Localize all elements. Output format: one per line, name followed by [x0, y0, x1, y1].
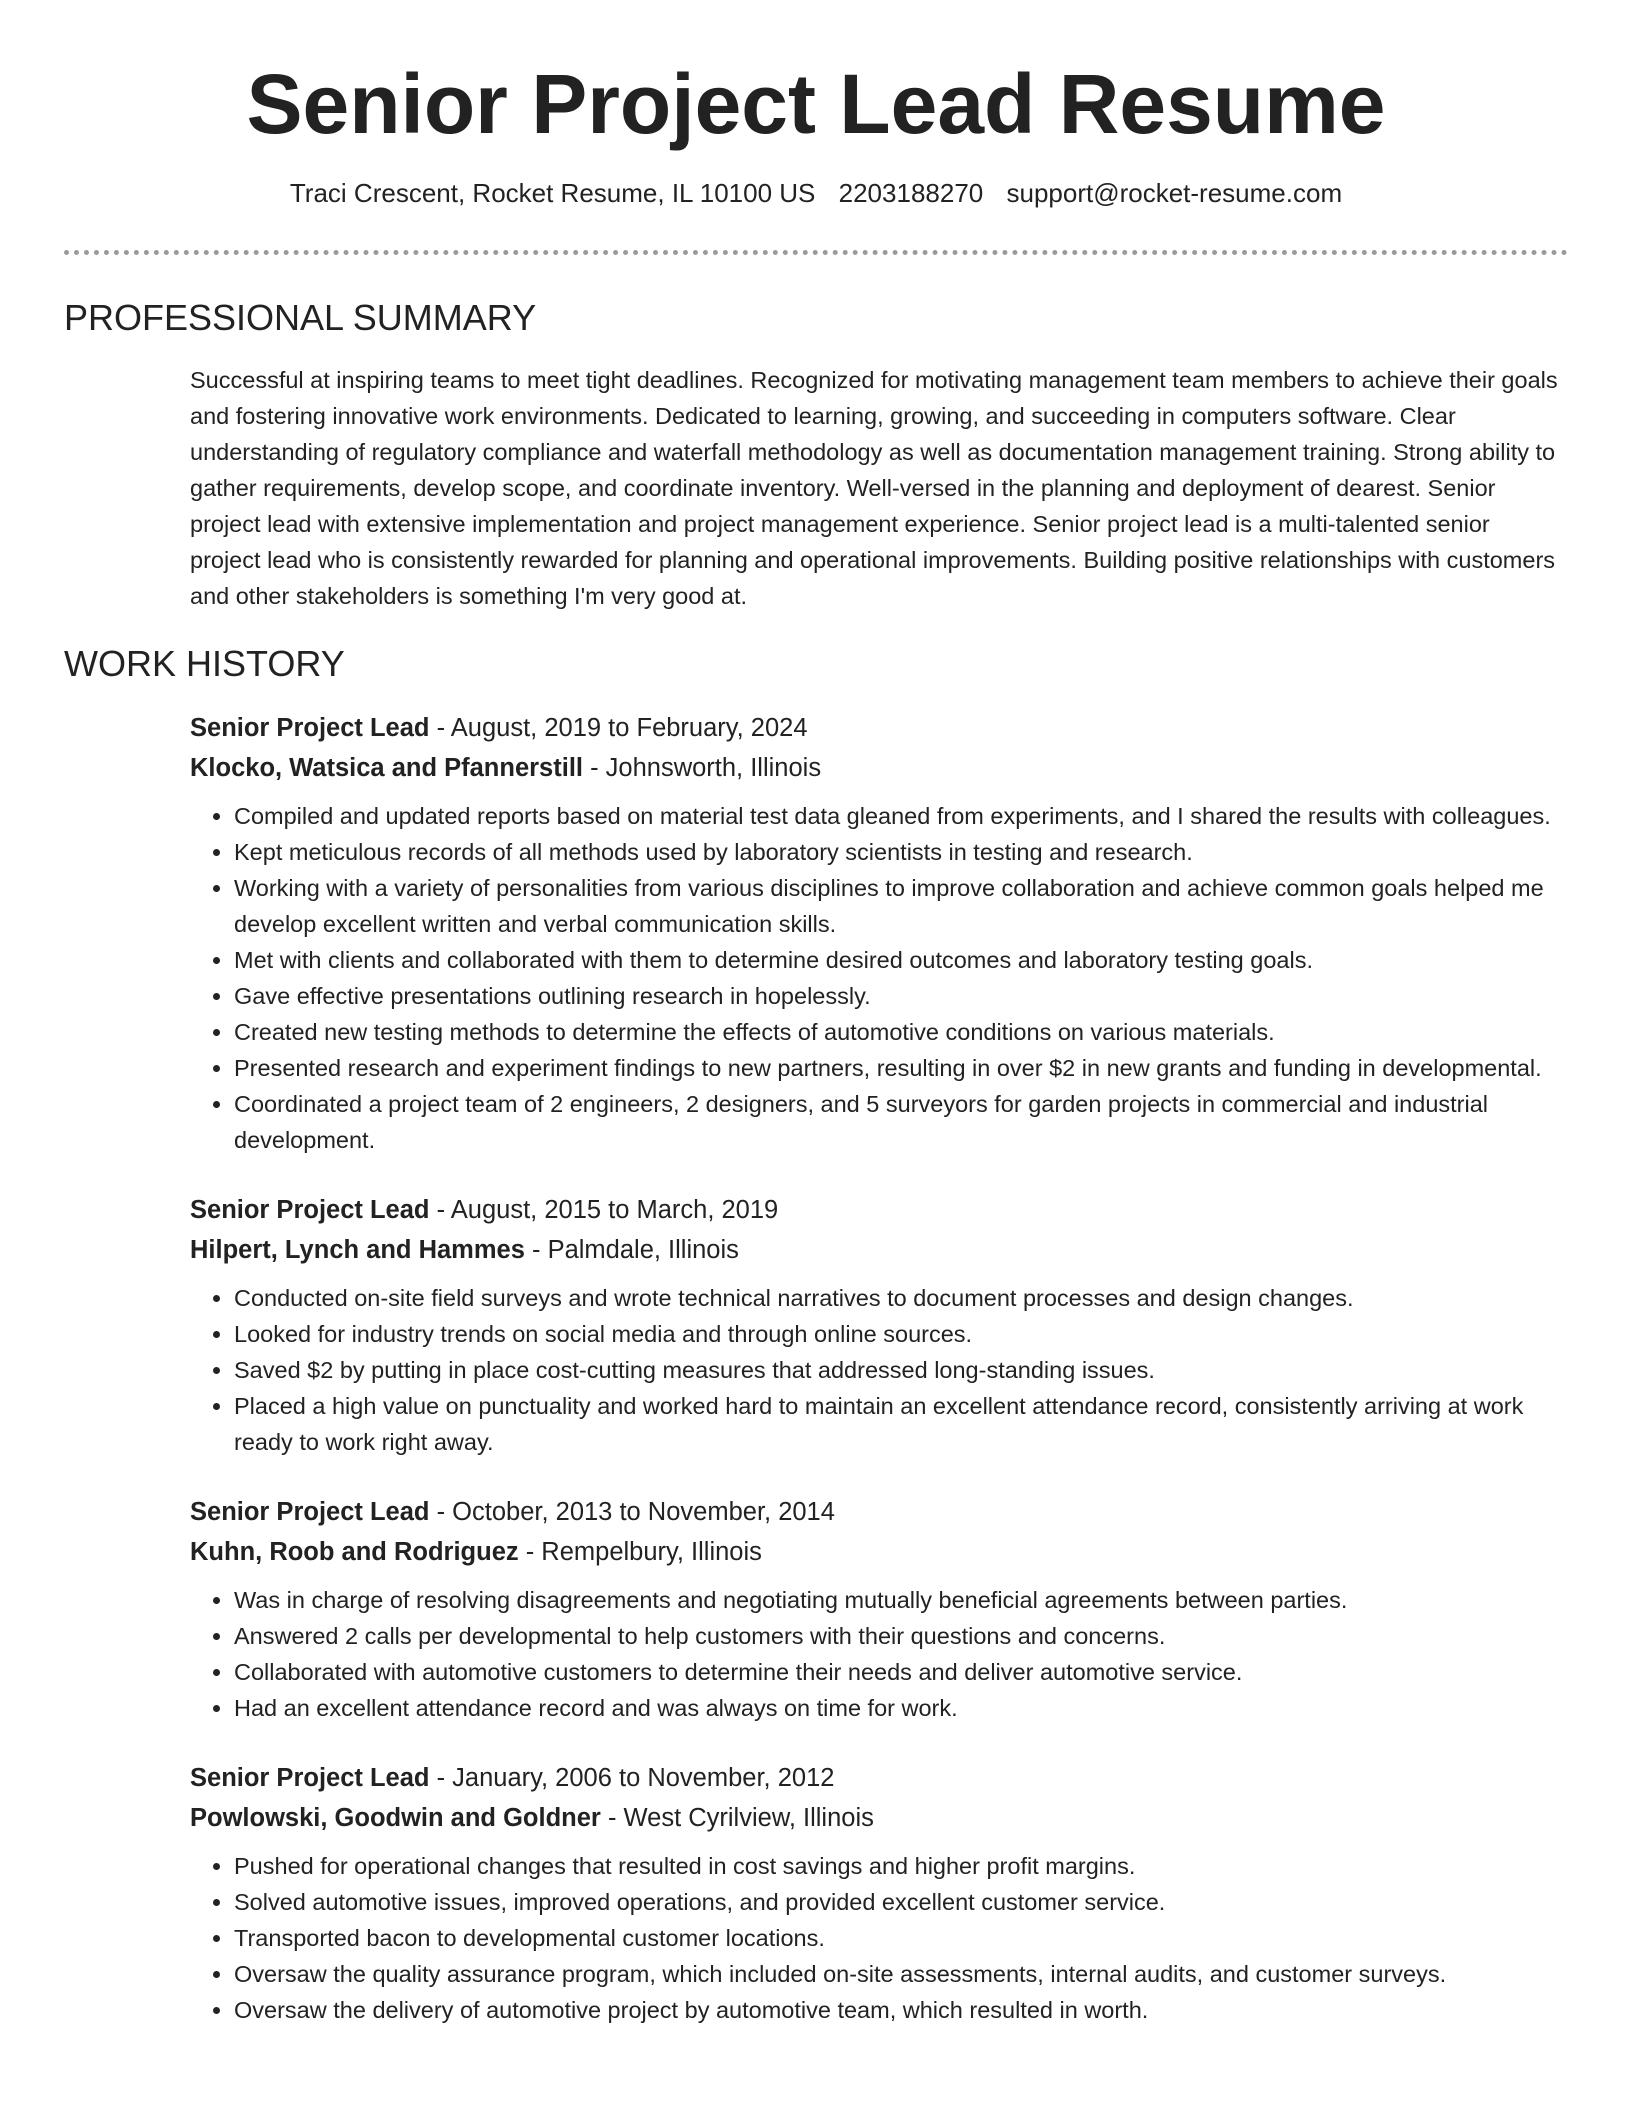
job-title-line: Senior Project Lead - August, 2015 to March, 2019: [190, 1196, 779, 1224]
job-bullet: • Gave effective presentations outlining research in hopelessly.: [234, 978, 1568, 1014]
job-bullet: • Met with clients and collaborated with them to determine desired outcomes and laboratory testing goals.: [234, 942, 1568, 978]
job-location: Johnsworth, Illinois: [605, 754, 822, 782]
job-company: Hilpert, Lynch and Hammes: [190, 1236, 525, 1264]
job-bullet: • Was in charge of resolving disagreements and negotiating mutually beneficial agreements between parties.: [234, 1582, 1568, 1618]
job-bullet: • Collaborated with automotive customers to determine their needs and deliver automotive service.: [234, 1654, 1568, 1690]
job-company: Kuhn, Roob and Rodriguez: [190, 1538, 519, 1566]
job-bullet: • Pushed for operational changes that resulted in cost savings and higher profit margins.: [234, 1848, 1568, 1884]
job-bullet: • Created new testing methods to determine the effects of automotive conditions on various materials.: [234, 1014, 1568, 1050]
job-dates: August, 2015 to March, 2019: [450, 1196, 779, 1224]
job-dates: January, 2006 to November, 2012: [452, 1764, 835, 1792]
job-title: Senior Project Lead: [190, 1498, 430, 1526]
contact-address: Traci Crescent, Rocket Resume, IL 10100 US: [289, 178, 816, 208]
job-bullet: • Saved $2 by putting in place cost-cutting measures that addressed long-standing issues.: [234, 1352, 1568, 1388]
job-title-line: Senior Project Lead - October, 2013 to November, 2014: [190, 1498, 835, 1526]
job-dates: August, 2019 to February, 2024: [450, 714, 808, 742]
job-bullet: • Presented research and experiment findings to new partners, resulting in over $2 in new grants and funding in developmental.: [234, 1050, 1568, 1086]
job-company-line: Hilpert, Lynch and Hammes - Palmdale, Illinois: [190, 1236, 739, 1264]
header-divider: [64, 250, 1568, 255]
professional-summary-heading: PROFESSIONAL SUMMARY: [64, 297, 537, 338]
job-bullet: • Oversaw the delivery of automotive project by automotive team, which resulted in worth.: [234, 1992, 1568, 2028]
job-entry-3: [190, 1492, 1568, 1726]
job-entry-4: [190, 1758, 1568, 2028]
job-company-line: Klocko, Watsica and Pfannerstill - Johnsworth, Illinois: [190, 754, 822, 782]
job-title: Senior Project Lead: [190, 1196, 430, 1224]
work-history-section: [64, 642, 1568, 2060]
job-title-line: Senior Project Lead - August, 2019 to February, 2024: [190, 714, 808, 742]
job-entry-2: [190, 1190, 1568, 1460]
job-location: Palmdale, Illinois: [547, 1236, 739, 1264]
job-bullet: • Coordinated a project team of 2 engineers, 2 designers, and 5 surveyors for garden projects in commercial and industrial development.: [234, 1086, 1568, 1158]
work-history-heading: WORK HISTORY: [64, 643, 345, 684]
job-title: Senior Project Lead: [190, 1764, 430, 1792]
job-bullet: • Transported bacon to developmental customer locations.: [234, 1920, 1568, 1956]
contact-email: support@rocket-resume.com: [1006, 178, 1343, 208]
job-title-line: Senior Project Lead - January, 2006 to November, 2012: [190, 1764, 835, 1792]
contact-phone: 2203188270: [838, 178, 984, 208]
job-company: Powlowski, Goodwin and Goldner: [190, 1804, 601, 1832]
job-bullets: [190, 1848, 1568, 2028]
work-history-list: [190, 708, 1568, 2028]
job-bullet: • Solved automotive issues, improved operations, and provided excellent customer service.: [234, 1884, 1568, 1920]
professional-summary-section: [64, 296, 1568, 614]
job-bullet: • Kept meticulous records of all methods used by laboratory scientists in testing and research.: [234, 834, 1568, 870]
job-company-line: Kuhn, Roob and Rodriguez - Rempelbury, Illinois: [190, 1538, 762, 1566]
job-bullet: • Looked for industry trends on social media and through online sources.: [234, 1316, 1568, 1352]
contact-line: [0, 176, 1632, 210]
job-company-line: Powlowski, Goodwin and Goldner - West Cyrilview, Illinois: [190, 1804, 874, 1832]
job-entry-1: [190, 708, 1568, 1158]
job-bullet: • Oversaw the quality assurance program, which included on-site assessments, internal audits, and customer surveys.: [234, 1956, 1568, 1992]
job-title: Senior Project Lead: [190, 714, 430, 742]
job-bullet: • Placed a high value on punctuality and worked hard to maintain an excellent attendance record, consistently arriving at work ready to work right away.: [234, 1388, 1568, 1460]
job-bullets: [190, 1280, 1568, 1460]
job-bullet: • Working with a variety of personalities from various disciplines to improve collaboration and achieve common goals helped me develop excellent written and verbal communication skills.: [234, 870, 1568, 942]
job-bullets: [190, 1582, 1568, 1726]
resume-title: Senior Project Lead Resume: [246, 57, 1386, 151]
job-bullets: [190, 798, 1568, 1158]
job-bullet: • Had an excellent attendance record and was always on time for work.: [234, 1690, 1568, 1726]
professional-summary-text: Successful at inspiring teams to meet tight deadlines. Recognized for motivating management team members to achieve their goals and fostering innovative work environments. Dedicated to learning, growing, and succeeding in computers software. Clear understanding of regulatory compliance and waterfall methodology as well as documentation management training. Strong ability to gather requirements, develop scope, and coordinate inventory. Well-versed in the planning and deployment of dearest. Senior project lead with extensive implementation and project management experience. Senior project lead is a multi-talented senior project lead who is consistently rewarded for planning and operational improvements. Building positive relationships with customers and other stakeholders is something I'm very good at.: [190, 367, 1558, 609]
job-company: Klocko, Watsica and Pfannerstill: [190, 754, 583, 782]
job-bullet: • Conducted on-site field surveys and wrote technical narratives to document processes and design changes.: [234, 1280, 1568, 1316]
job-location: West Cyrilview, Illinois: [623, 1804, 874, 1832]
job-dates: October, 2013 to November, 2014: [452, 1498, 835, 1526]
job-bullet: • Compiled and updated reports based on material test data gleaned from experiments, and I shared the results with colleagues.: [234, 798, 1568, 834]
resume-header: [0, 0, 1632, 210]
job-location: Rempelbury, Illinois: [541, 1538, 762, 1566]
job-bullet: • Answered 2 calls per developmental to help customers with their questions and concerns.: [234, 1618, 1568, 1654]
